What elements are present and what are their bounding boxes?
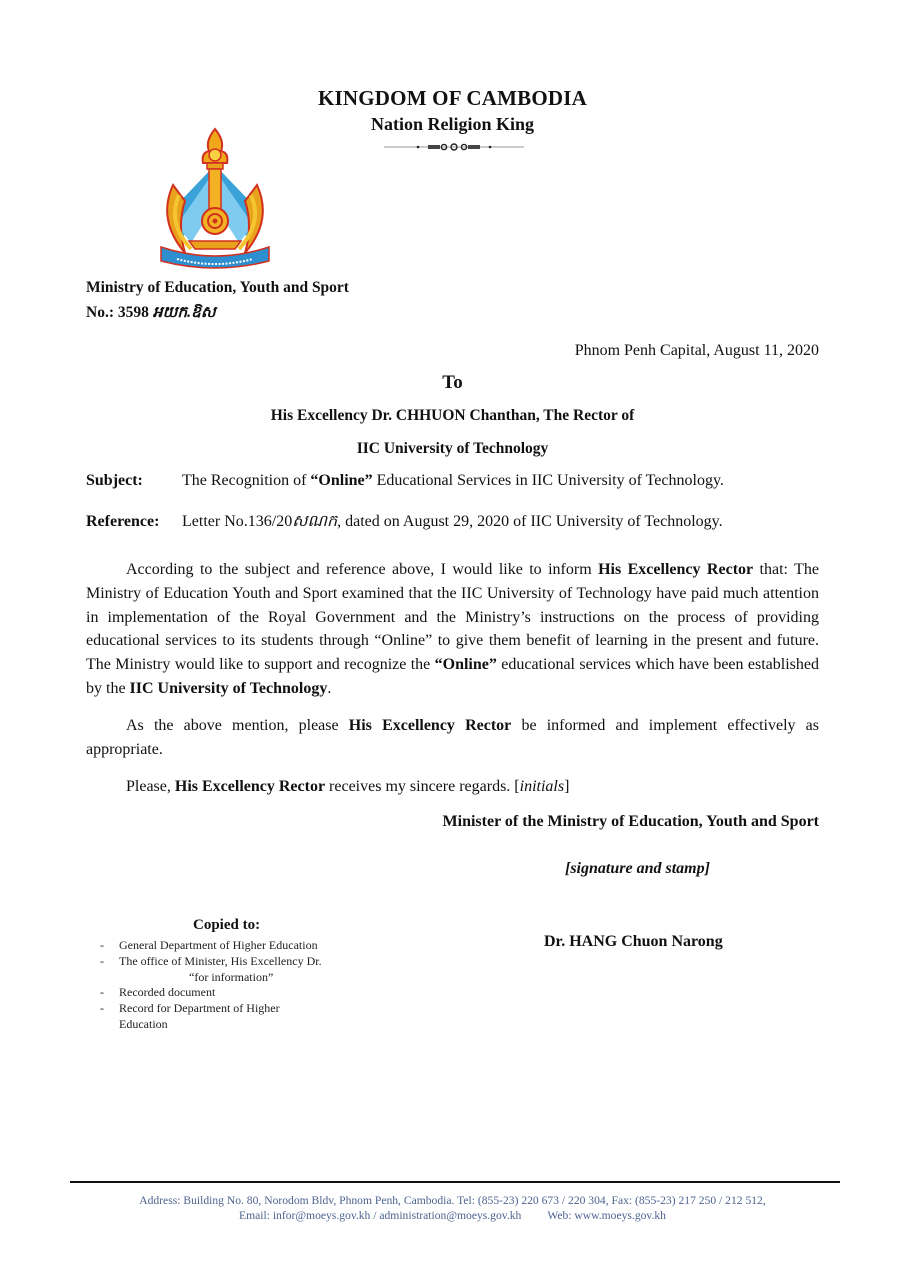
subject-text-after: Educational Services in IIC University of Technology. — [372, 472, 724, 489]
p1-text: . — [327, 679, 332, 697]
body-paragraph-1 — [86, 558, 819, 701]
national-motto: Nation Religion King — [370, 114, 535, 134]
reference-code: សណក — [292, 513, 338, 530]
recipient-line-2: IIC University of Technology — [356, 440, 549, 457]
reference-text-before: Letter No.136/20 — [182, 513, 293, 530]
p1-text: that: The Ministry of Education Youth and Sport examined that the IIC University of Technology have paid much attention in implementation of the Royal Government and the Ministry’s instructions on the process of providing educational services to its students through “Online” to give them benefit of learning in the present and future. The Ministry would like to support and recognize the — [86, 561, 820, 674]
footer-contacts-line — [0, 1208, 905, 1223]
reference-label: Reference: — [86, 513, 160, 530]
copied-item-note: “for information” — [189, 969, 274, 984]
p3-initials: initials — [519, 778, 565, 795]
reference-text-after: , dated on August 29, 2020 of IIC University of Technology. — [337, 513, 723, 530]
list-item: - Record for Department of Higher Education — [100, 1001, 280, 1031]
list-item: - The office of Minister, His Excellency Dr. “for information” — [100, 953, 322, 984]
signatory-name: Dr. HANG Chuon Narong — [544, 933, 723, 950]
subject-line — [86, 472, 826, 490]
p3-text: Please, — [126, 778, 175, 795]
document-number-code: អយក.ឱស — [152, 304, 216, 321]
copied-to-title: Copied to: — [193, 917, 261, 933]
ornament-divider-icon — [384, 140, 524, 154]
dateline: Phnom Penh Capital, August 11, 2020 — [574, 342, 819, 359]
p1-text: According to the subject and reference above, I would like to inform — [126, 561, 599, 578]
p2-text: be informed and implement effectively as appropriate. — [86, 717, 820, 758]
subject-label: Subject: — [86, 472, 143, 489]
list-item: - Recorded document — [100, 985, 216, 1000]
copied-item-text: Recorded document — [119, 985, 216, 1000]
p3-text: ] — [564, 778, 570, 795]
to-label: To — [442, 372, 463, 393]
copied-item-text: The office of Minister, His Excellency Dr. — [119, 953, 322, 968]
signatory-title: Minister of the Ministry of Education, Youth and Sport — [442, 813, 819, 830]
footer-contact — [0, 1193, 905, 1223]
reference-line — [86, 510, 826, 534]
p1-emphasis: IIC University of Technology — [129, 679, 328, 697]
country-heading: KINGDOM OF CAMBODIA — [317, 86, 587, 110]
footer-web: Web: www.moeys.gov.kh — [547, 1209, 666, 1222]
footer-email: Email: infor@moeys.gov.kh / administration@moeys.gov.kh — [239, 1209, 522, 1222]
signature-placeholder: [signature and stamp] — [565, 860, 710, 877]
p2-emphasis: His Excellency Rector — [348, 717, 512, 734]
list-item: - General Department of Higher Education — [100, 938, 318, 952]
ministry-name: Ministry of Education, Youth and Sport — [86, 279, 349, 296]
p2-text: As the above mention, please — [126, 717, 349, 734]
copied-item-text: Record for Department of Higher Education — [119, 1001, 280, 1031]
document-number — [86, 302, 216, 325]
copied-to-list — [100, 938, 322, 1033]
recipient-line-1: His Excellency Dr. CHHUON Chanthan, The Rector of — [270, 407, 635, 424]
body-paragraph-2 — [86, 714, 819, 762]
document-number-label: No.: 3598 — [86, 304, 153, 321]
copied-item-text: General Department of Higher Education — [119, 938, 318, 952]
ministry-emblem-icon — [155, 125, 275, 273]
footer-address: Address: Building No. 80, Norodom Bldv, Phnom Penh, Cambodia. Tel: (855-23) 220 673 / 220 304, Fax: (855-23) 217 250 / 212 512, — [139, 1194, 766, 1207]
p1-emphasis: His Excellency Rector — [598, 561, 754, 578]
subject-highlight: “Online” — [310, 472, 373, 489]
subject-text-before: The Recognition of — [182, 472, 311, 489]
p3-emphasis: His Excellency Rector — [174, 778, 326, 795]
p3-text: receives my sincere regards. [ — [325, 778, 520, 795]
p1-emphasis: “Online” — [434, 656, 497, 674]
footer-divider — [70, 1181, 840, 1183]
p1-text: educational services which have been established by the — [86, 656, 819, 697]
body-paragraph-3 — [86, 775, 819, 799]
